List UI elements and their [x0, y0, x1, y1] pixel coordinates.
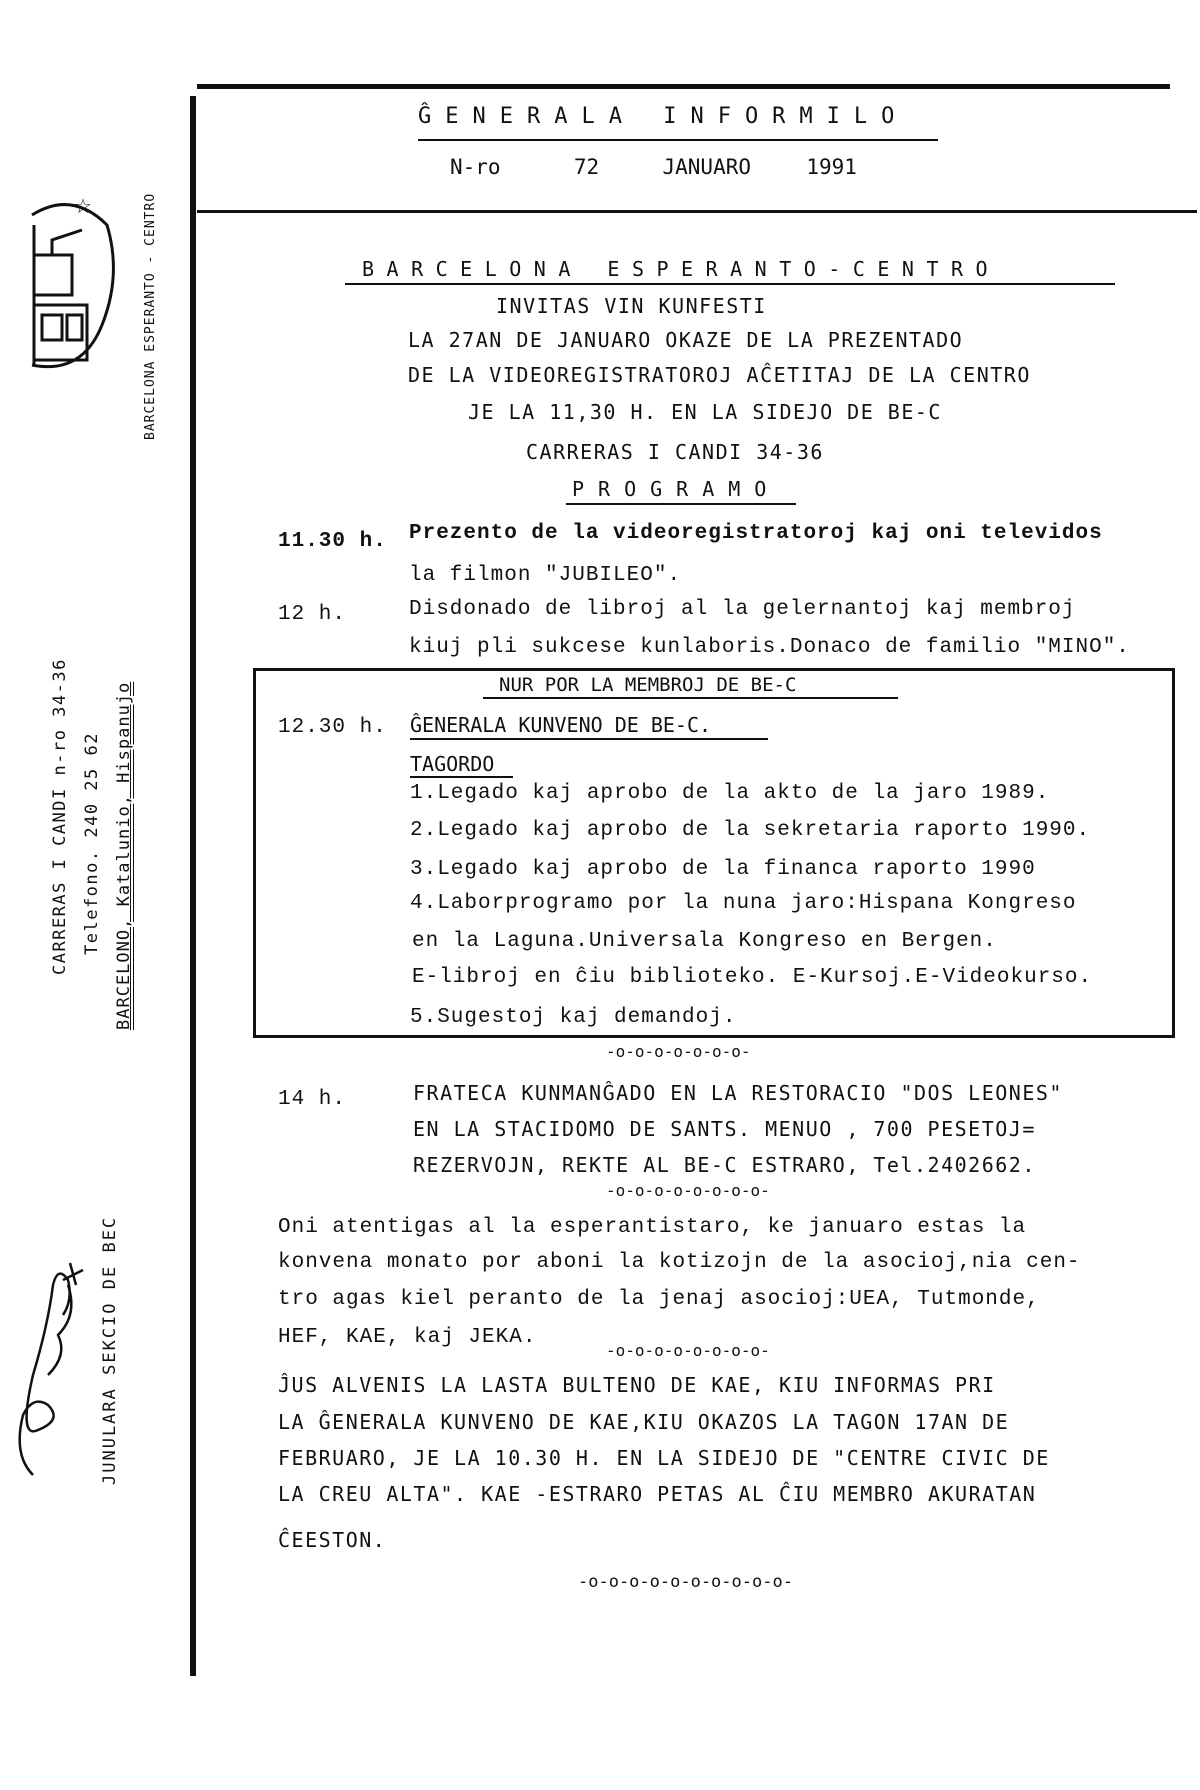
members-heading-underline	[483, 697, 898, 699]
bulletin-title: ĜENERALA INFORMILO	[418, 104, 909, 129]
schedule-time-1: 11.30 h.	[278, 530, 387, 553]
program-heading: PROGRAMO	[572, 477, 781, 501]
sidebar-city: BARCELONO, Katalunio, Hispanujo	[114, 681, 134, 1030]
separator-3: -o-o-o-o-o-o-o-o-	[606, 1341, 770, 1360]
notice-line-2: konvena monato por aboni la kotizojn de la asocioj,nia cen-	[278, 1251, 1081, 1274]
header-bottom-rule	[197, 210, 1197, 213]
issue-year: 1991	[806, 155, 857, 179]
invitation-line-1: INVITAS VIN KUNFESTI	[496, 294, 767, 318]
agenda-label: TAGORDO	[410, 752, 495, 776]
left-margin-rule	[190, 96, 196, 1676]
issue-line	[450, 155, 857, 179]
bulletin-line-3: FEBRUARO, JE LA 10.30 H. EN LA SIDEJO DE "CENTRE CIVIC DE	[278, 1446, 1050, 1470]
notice-line-1: Oni atentigas al la esperantistaro, ke januaro estas la	[278, 1216, 1027, 1239]
members-heading: NUR POR LA MEMBROJ DE BE-C	[499, 674, 797, 696]
notice-line-4: HEF, KAE, kaj JEKA.	[278, 1326, 537, 1349]
schedule-2-line-1: Disdonado de libroj al la gelernantoj kaj membroj	[409, 598, 1076, 621]
agenda-item-4-cont-2: E-libroj en ĉiu biblioteko. E-Kursoj.E-Videokurso.	[412, 966, 1093, 989]
invitation-line-2: LA 27AN DE JANUARO OKAZE DE LA PREZENTADO	[408, 328, 964, 352]
invitation-line-3: DE LA VIDEOREGISTRATOROJ AĈETITAJ DE LA CENTRO	[408, 363, 1031, 387]
meeting-title: ĜENERALA KUNVENO DE BE-C.	[410, 713, 712, 737]
bulletin-line-2: LA ĜENERALA KUNVENO DE KAE,KIU OKAZOS LA TAGON 17AN DE	[278, 1410, 1010, 1434]
separator-1: -o-o-o-o-o-o-o-	[606, 1042, 751, 1061]
sidebar-address: CARRERAS I CANDI n-ro 34-36	[50, 658, 70, 975]
logo-star-icon: ☆	[74, 195, 92, 218]
signature-graphic	[8, 1255, 98, 1480]
bulletin-line-5: ĈEESTON.	[278, 1528, 387, 1552]
lunch-line-2: EN LA STACIDOMO DE SANTS. MENUO , 700 PESETOJ=	[413, 1117, 1036, 1141]
separator-2: -o-o-o-o-o-o-o-o-	[606, 1181, 770, 1200]
bulletin-line-1: ĴUS ALVENIS LA LASTA BULTENO DE KAE, KIU INFORMAS PRI	[278, 1373, 996, 1397]
program-underline	[566, 503, 796, 505]
agenda-item-4: 4.Laborprogramo por la nuna jaro:Hispana Kongreso	[410, 892, 1077, 915]
meeting-underline	[410, 738, 768, 740]
issue-month: JANUARO	[662, 155, 752, 179]
issue-number-label: N-ro	[450, 155, 501, 179]
sidebar-youth-section: JUNULARA SEKCIO DE BEC	[100, 1215, 120, 1485]
agenda-item-5: 5.Sugestoj kaj demandoj.	[410, 1006, 737, 1029]
sidebar-phone: Telefono. 240 25 62	[82, 732, 102, 955]
notice-line-3: tro agas kiel peranto de la jenaj asocioj:UEA, Tutmonde,	[278, 1288, 1040, 1311]
lunch-time: 14 h.	[278, 1088, 347, 1111]
agenda-underline	[410, 776, 513, 778]
bec-logo	[12, 195, 122, 385]
schedule-1-line-1: Prezento de la videoregistratoroj kaj oni televidos	[409, 522, 1103, 545]
schedule-1-line-2: la filmon "JUBILEO".	[409, 564, 682, 587]
organization-underline	[345, 283, 1115, 285]
lunch-line-3: REZERVOJN, REKTE AL BE-C ESTRARO, Tel.2402662.	[413, 1153, 1036, 1177]
invitation-line-5: CARRERAS I CANDI 34-36	[526, 440, 824, 464]
bulletin-line-4: LA CREU ALTA". KAE -ESTRARO PETAS AL ĈIU MEMBRO AKURATAN	[278, 1482, 1037, 1506]
lunch-line-1: FRATECA KUNMANĜADO EN LA RESTORACIO "DOS LEONES"	[413, 1081, 1063, 1105]
issue-number: 72	[573, 155, 600, 179]
members-time: 12.30 h.	[278, 716, 387, 739]
separator-final: -o-o-o-o-o-o-o-o-o-o-	[578, 1572, 793, 1592]
organization-heading: BARCELONA ESPERANTO-CENTRO	[362, 257, 1001, 281]
agenda-item-3: 3.Legado kaj aprobo de la financa raporto 1990	[410, 858, 1036, 881]
agenda-item-1: 1.Legado kaj aprobo de la akto de la jaro 1989.	[410, 782, 1050, 805]
sidebar-org-name: BARCELONA ESPERANTO - CENTRO	[143, 192, 158, 440]
top-rule	[197, 84, 1170, 89]
schedule-2-line-2: kiuj pli sukcese kunlaboris.Donaco de familio "MINO".	[409, 636, 1130, 659]
invitation-line-4: JE LA 11,30 H. EN LA SIDEJO DE BE-C	[468, 400, 942, 424]
title-underline	[418, 139, 938, 141]
agenda-item-2: 2.Legado kaj aprobo de la sekretaria raporto 1990.	[410, 819, 1091, 842]
schedule-time-2: 12 h.	[278, 603, 347, 626]
agenda-item-4-cont-1: en la Laguna.Universala Kongreso en Bergen.	[412, 930, 997, 953]
